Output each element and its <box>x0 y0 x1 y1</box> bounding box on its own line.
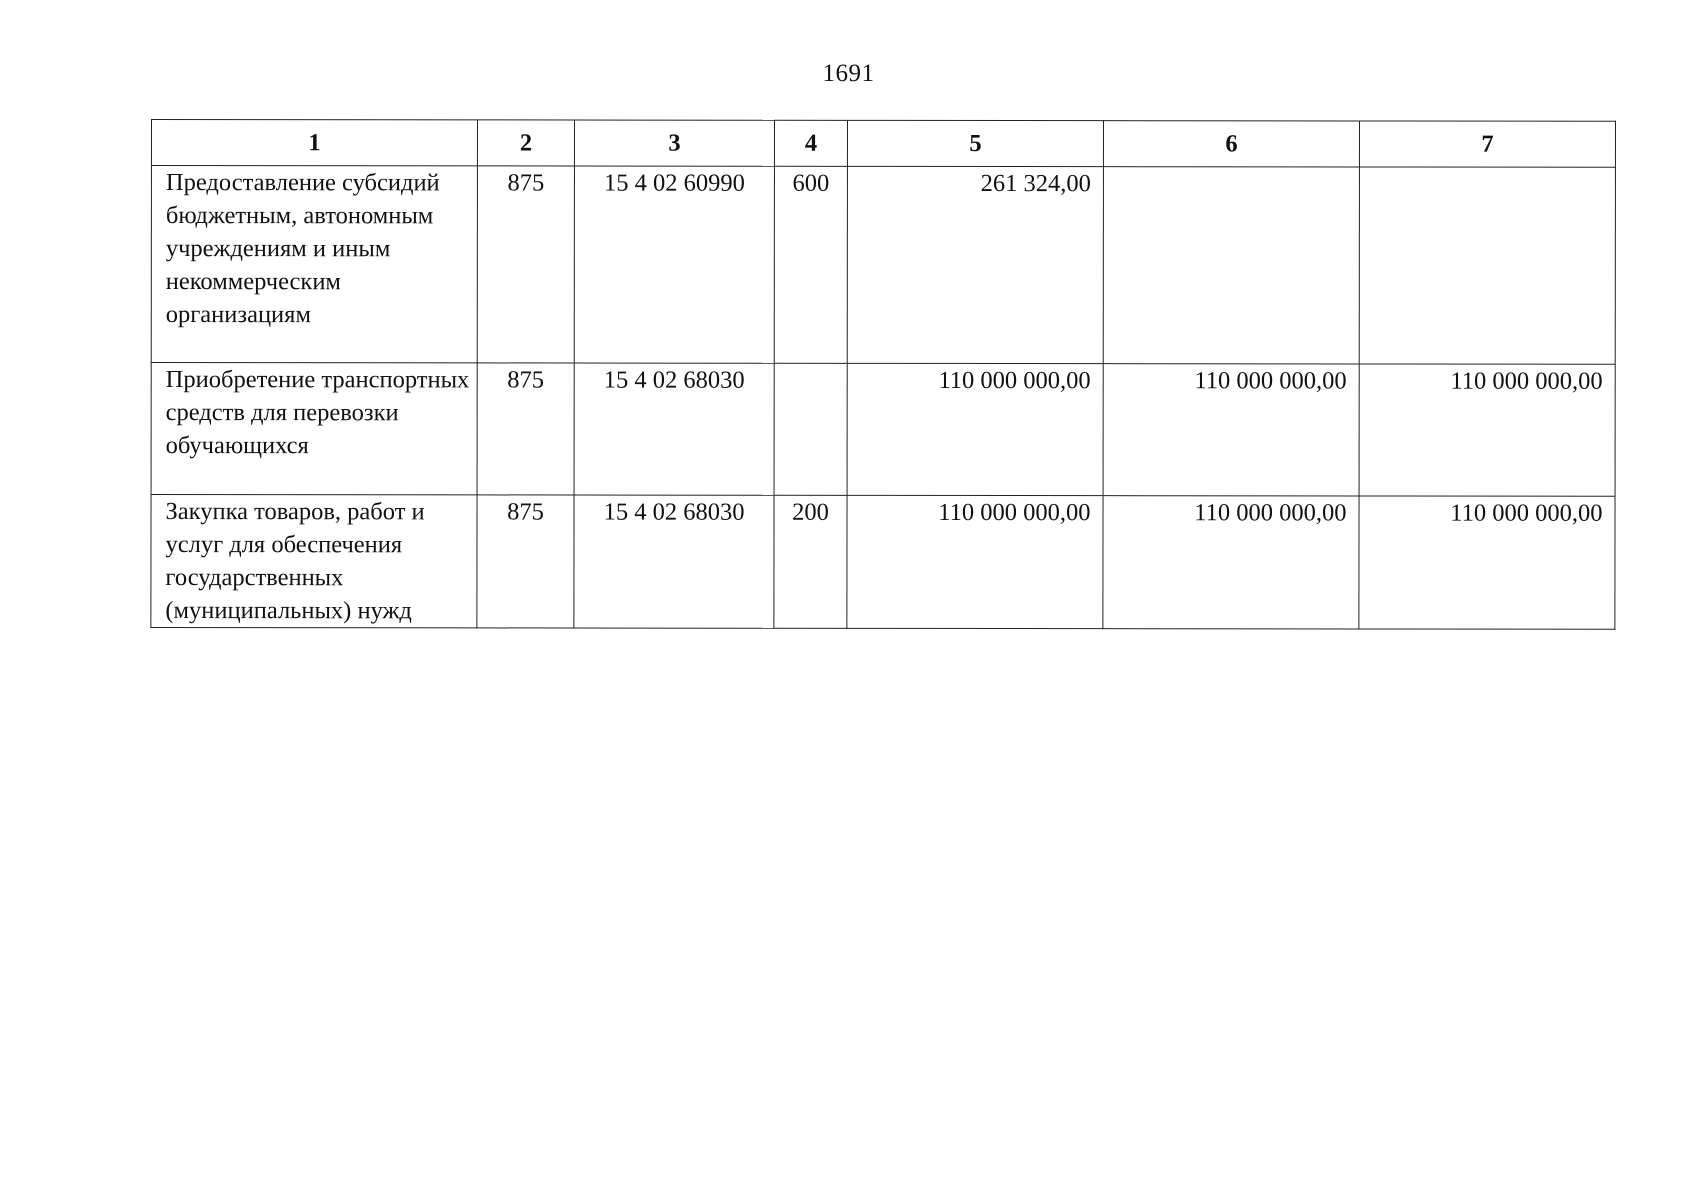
row-name-cell: Закупка товаров, работ и услуг для обеспечения государственных (муниципальных) нужд <box>151 495 477 628</box>
row-amount-3-cell: 110 000 000,00 <box>1359 364 1615 496</box>
row-target-cell: 15 4 02 68030 <box>574 495 774 628</box>
page-number: 1691 <box>822 60 875 87</box>
row-amount-2-cell: 110 000 000,00 <box>1103 496 1359 629</box>
column-header-7: 7 <box>1359 121 1615 167</box>
row-type-cell <box>774 363 847 495</box>
table-row <box>151 495 1615 630</box>
row-amount-2-cell: 110 000 000,00 <box>1103 364 1359 496</box>
table-header-row <box>151 120 1615 168</box>
row-target-cell: 15 4 02 60990 <box>574 166 774 363</box>
row-amount-2-cell <box>1103 167 1359 364</box>
row-target-cell: 15 4 02 68030 <box>574 363 774 495</box>
column-header-3: 3 <box>574 120 774 166</box>
row-type-cell: 200 <box>774 495 847 628</box>
column-header-1: 1 <box>151 120 477 166</box>
row-name-cell: Приобретение транспортных средств для перевозки обучающихся <box>151 363 477 495</box>
budget-table <box>150 119 1616 630</box>
row-code-cell: 875 <box>477 363 574 495</box>
column-header-6: 6 <box>1103 121 1359 167</box>
row-code-cell: 875 <box>477 166 574 363</box>
row-type-cell: 600 <box>774 166 847 363</box>
column-header-5: 5 <box>847 120 1103 166</box>
column-header-4: 4 <box>774 120 847 166</box>
row-amount-1-cell: 110 000 000,00 <box>847 495 1103 628</box>
row-amount-1-cell: 110 000 000,00 <box>847 363 1103 495</box>
row-amount-1-cell: 261 324,00 <box>847 166 1103 363</box>
column-header-2: 2 <box>477 120 574 166</box>
row-amount-3-cell: 110 000 000,00 <box>1359 496 1615 629</box>
table-row <box>151 363 1615 497</box>
row-name-cell: Предоставление субсидий бюджетным, автономным учреждениям и иным некоммерческим организациям <box>151 166 477 363</box>
row-code-cell: 875 <box>477 495 574 628</box>
row-amount-3-cell <box>1359 167 1615 364</box>
table-row <box>151 166 1615 365</box>
